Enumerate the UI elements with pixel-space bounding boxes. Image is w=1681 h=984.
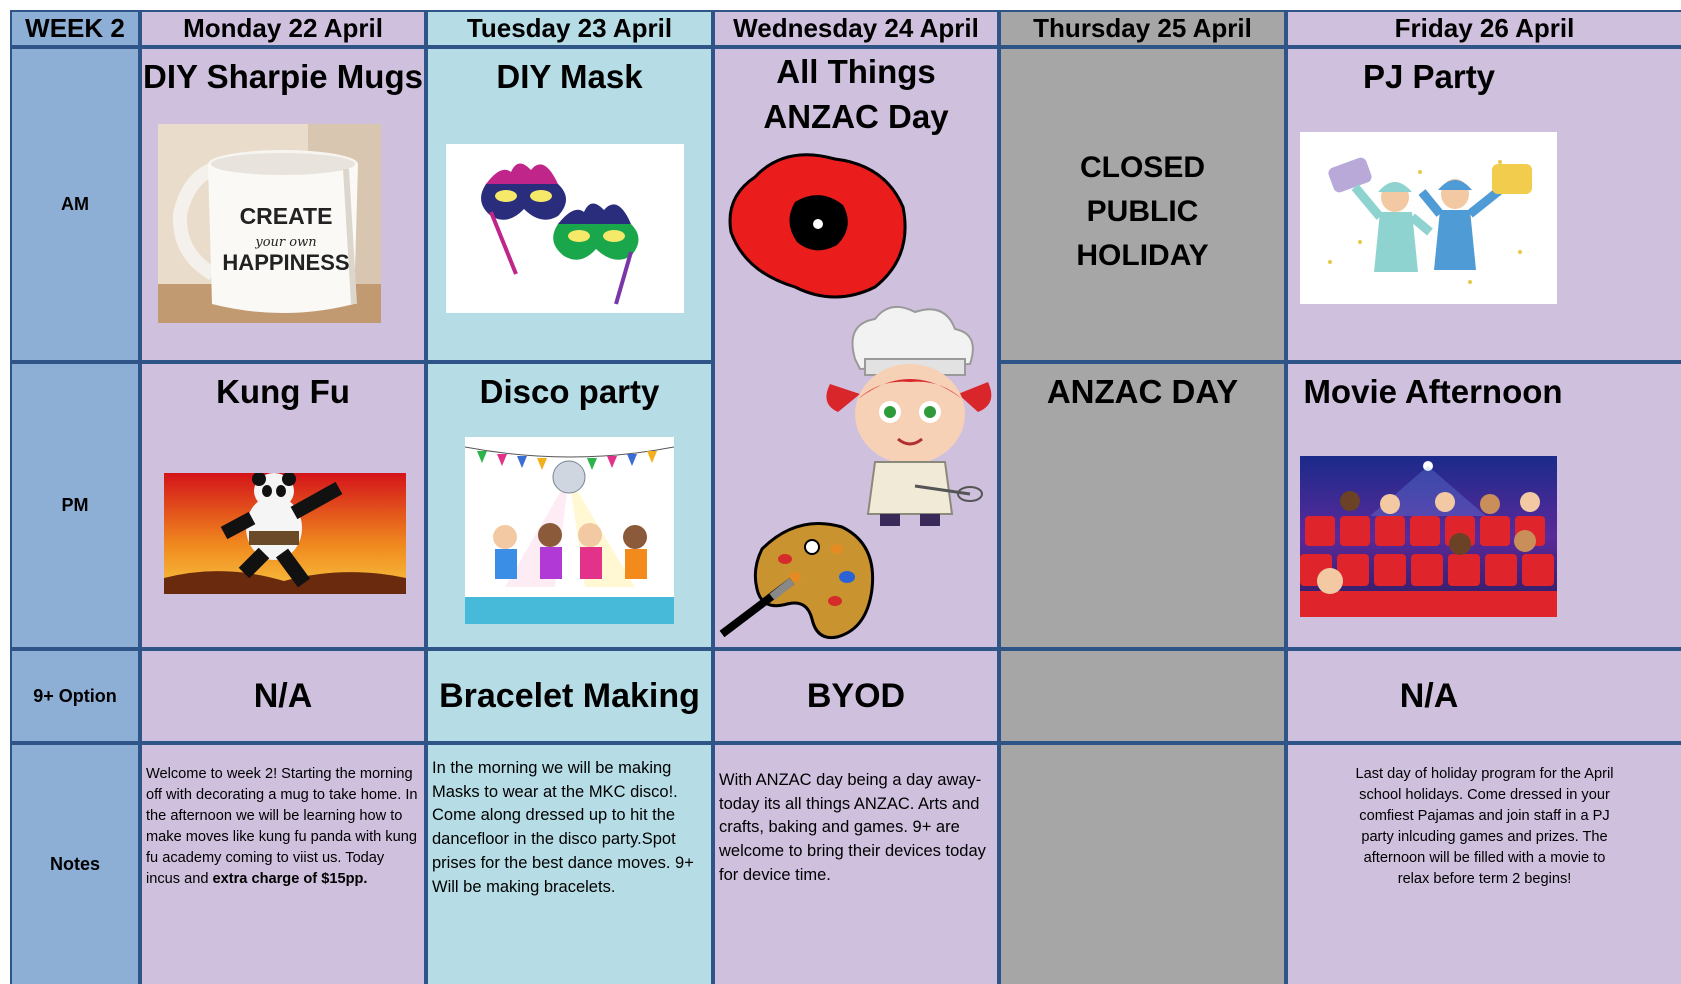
- thursday-notes: [1001, 745, 1284, 984]
- svg-text:CREATE: CREATE: [239, 203, 333, 229]
- pajama-kids-icon: [1300, 132, 1557, 304]
- poppy-icon: [725, 147, 910, 302]
- friday-am-title: PJ Party: [1362, 58, 1496, 95]
- wednesday-title: All Things ANZAC Day: [763, 53, 949, 135]
- row-label-notes: Notes: [12, 745, 138, 984]
- paint-palette-icon: [717, 519, 877, 644]
- friday-notes-cell: [1288, 745, 1681, 984]
- row-label-pm: PM: [12, 364, 138, 647]
- thursday-am-cell: [1001, 49, 1284, 360]
- friday-am-cell: [1288, 49, 1681, 360]
- tuesday-notes: In the morning we will be making Masks to wear at the MKC disco!. Come along dressed up to hit the dancefloor in the disco party.Spot prises for the best dance moves. 9+ Will be making bracelets.: [428, 745, 711, 984]
- row-label-am: AM: [12, 49, 138, 360]
- tuesday-pm-cell: [428, 364, 711, 647]
- monday-notes-text: [146, 764, 420, 890]
- friday-option: N/A: [1399, 676, 1459, 715]
- monday-am-cell: [142, 49, 424, 360]
- mug-image: [158, 124, 381, 323]
- tuesday-am-title: DIY Mask: [496, 58, 643, 95]
- poppy-image: [725, 147, 910, 302]
- disco-party-image: [465, 437, 674, 624]
- friday-pm-cell: [1288, 364, 1681, 647]
- day-header-wednesday: Wednesday 24 April: [715, 12, 997, 45]
- mask-icon: [446, 144, 684, 313]
- day-header-thursday: Thursday 25 April: [1001, 12, 1284, 45]
- monday-notes-body: Welcome to week 2! Starting the morning off with decorating a mug to take home. In the afternoon we will be learning how to make moves like kung fu panda with kung fu academy coming to viist us. Today incus and: [146, 766, 418, 887]
- cinema-kids-icon: [1300, 456, 1557, 617]
- svg-text:HAPPINESS: HAPPINESS: [222, 250, 350, 275]
- monday-notes-extra-charge: extra charge of $15pp.: [212, 871, 368, 887]
- pj-party-image: [1300, 132, 1557, 304]
- thursday-option: [1001, 651, 1284, 741]
- day-header-friday: [1288, 12, 1681, 45]
- row-label-option: 9+ Option: [12, 651, 138, 741]
- day-header-friday-label: Friday 26 April: [1394, 13, 1575, 43]
- tuesday-am-cell: [428, 49, 711, 360]
- chef-girl-image: [820, 304, 995, 529]
- anzac-day-text: ANZAC DAY: [1046, 373, 1239, 410]
- friday-notes: Last day of holiday program for the April school holidays. Come dressed in your comfiest Pajamas and join staff in a PJ party inlcuding games and prizes. The afternoon will be filled with a movie to relax before term 2 begins!: [1355, 766, 1614, 887]
- weekly-program-table: [10, 10, 1681, 984]
- day-header-monday: Monday 22 April: [142, 12, 424, 45]
- wednesday-option: BYOD: [715, 651, 997, 741]
- thursday-pm-cell: [1001, 364, 1284, 647]
- monday-pm-title: Kung Fu: [216, 373, 350, 410]
- closed-holiday-text: CLOSED PUBLIC HOLIDAY: [1076, 150, 1209, 272]
- monday-am-title: DIY Sharpie Mugs: [143, 58, 423, 95]
- monday-option: N/A: [142, 651, 424, 741]
- tuesday-option: Bracelet Making: [428, 651, 711, 741]
- kung-fu-panda-icon: [164, 473, 406, 594]
- friday-option-cell: [1288, 651, 1681, 741]
- monday-notes: [142, 745, 424, 984]
- monday-pm-cell: [142, 364, 424, 647]
- movie-image: [1300, 456, 1557, 617]
- kung-fu-image: [164, 473, 406, 594]
- chef-icon: [820, 304, 995, 529]
- palette-image: [717, 519, 877, 644]
- wednesday-daytime-cell: [715, 49, 997, 647]
- tuesday-pm-title: Disco party: [479, 373, 660, 410]
- masks-image: [446, 144, 684, 313]
- week-label: WEEK 2: [12, 12, 138, 45]
- friday-pm-title: Movie Afternoon: [1303, 373, 1563, 410]
- wednesday-notes: With ANZAC day being a day away- today its all things ANZAC. Arts and crafts, baking and games. 9+ are welcome to bring their devices today for device time.: [715, 745, 997, 984]
- mug-icon: [158, 124, 381, 323]
- svg-text:your own: your own: [255, 235, 317, 250]
- day-header-tuesday: Tuesday 23 April: [428, 12, 711, 45]
- disco-ball-icon: [465, 437, 674, 624]
